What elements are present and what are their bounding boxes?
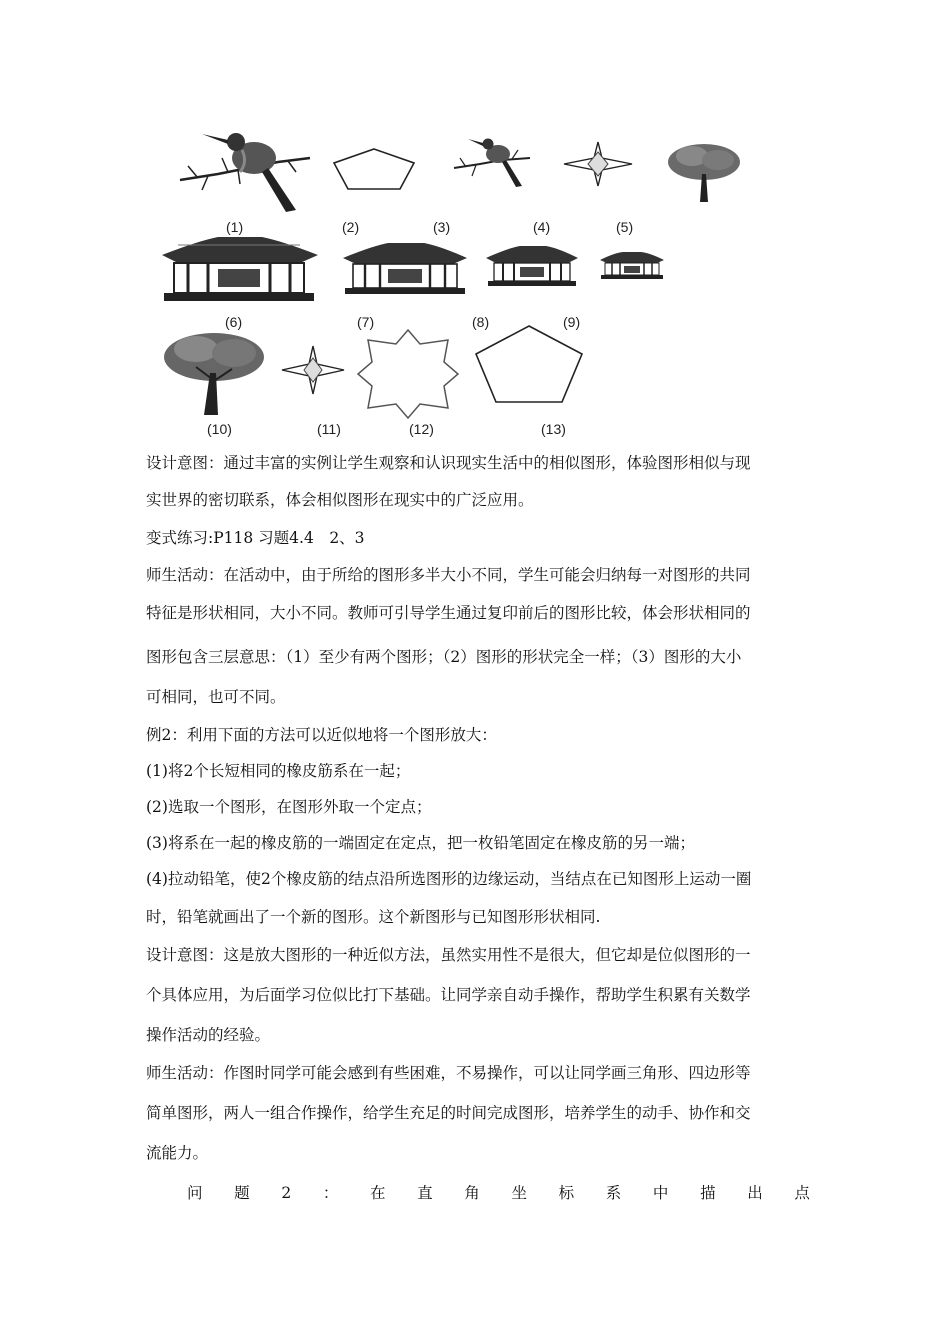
- text-line-2: 实世界的密切联系，体会相似图形在现实中的广泛应用。: [146, 491, 534, 509]
- octagram-image: [356, 328, 460, 420]
- char-7: 角: [464, 1184, 480, 1202]
- caption-13: (13): [541, 421, 566, 437]
- char-14: 点: [794, 1184, 810, 1202]
- bird-large-image: [178, 128, 312, 220]
- star-medium-image: [280, 344, 346, 396]
- pentagon-large-image: [474, 324, 584, 404]
- text-line-15: 个具体应用，为后面学习位似比打下基础。让同学亲自动手操作，帮助学生积累有关数学: [146, 986, 751, 1004]
- char-5: 在: [369, 1184, 386, 1202]
- caption-4: (4): [533, 219, 551, 235]
- caption-3: (3): [433, 219, 451, 235]
- text-line-7: 可相同，也可不同。: [146, 688, 286, 706]
- char-4: ：: [322, 1184, 339, 1202]
- char-6: 直: [417, 1184, 433, 1202]
- text-line-17: 师生活动：作图时同学可能会感到有些困难，不易操作，可以让同学画三角形、四边形等: [146, 1064, 751, 1082]
- char-12: 描: [700, 1184, 716, 1202]
- text-line-19: 流能力。: [146, 1144, 209, 1162]
- text-line-11: (3)将系在一起的橡皮筋的一端固定在定点，把一枚铅笔固定在橡皮筋的另一端；: [146, 834, 695, 852]
- problem-2-line: [187, 1183, 810, 1203]
- caption-7: (7): [357, 314, 375, 330]
- char-11: 中: [652, 1184, 669, 1202]
- text-line-14: 设计意图：这是放大图形的一种近似方法，虽然实用性不是很大，但它却是位似图形的一: [146, 946, 751, 964]
- caption-2: (2): [342, 219, 360, 235]
- caption-9: (9): [563, 314, 581, 330]
- text-line-10: (2)选取一个图形，在图形外取一个定点；: [146, 798, 432, 816]
- pentagon-small-image: [332, 147, 416, 191]
- caption-1: (1): [226, 219, 244, 235]
- char-10: 系: [605, 1184, 622, 1202]
- char-2: 题: [234, 1184, 250, 1202]
- bird-small-image: [452, 134, 532, 190]
- text-line-12: (4)拉动铅笔，使2个橡皮筋的结点沿所选图形的边缘运动，当结点在已知图形上运动一圈: [146, 870, 752, 888]
- caption-8: (8): [472, 314, 490, 330]
- text-line-16: 操作活动的经验。: [146, 1026, 271, 1044]
- caption-10: (10): [207, 421, 232, 437]
- text-line-1: 设计意图：通过丰富的实例让学生观察和认识现实生活中的相似图形，体验图形相似与现: [146, 454, 751, 472]
- house-medium-image: [340, 240, 470, 296]
- star-small-image: [562, 140, 634, 188]
- text-line-6: 图形包含三层意思：（1）至少有两个图形；（2）图形的形状完全一样；（3）图形的大小: [146, 648, 742, 666]
- text-line-4: 师生活动：在活动中，由于所给的图形多半大小不同，学生可能会归纳每一对图形的共同: [146, 566, 751, 584]
- text-line-8: 例2：利用下面的方法可以近似地将一个图形放大：: [146, 726, 497, 744]
- caption-5: (5): [616, 219, 634, 235]
- house-tiny-image: [598, 250, 666, 280]
- caption-6: (6): [225, 314, 243, 330]
- char-13: 出: [747, 1184, 763, 1202]
- tree-large-image: [160, 327, 268, 417]
- char-3: 2: [281, 1184, 292, 1202]
- caption-11: (11): [317, 421, 341, 437]
- caption-12: (12): [409, 421, 434, 437]
- text-line-13: 时，铅笔就画出了一个新的图形。这个新图形与已知图形形状相同.: [146, 908, 601, 926]
- char-8: 坐: [511, 1184, 527, 1202]
- text-line-18: 简单图形，两人一组合作操作，给学生充足的时间完成图形，培养学生的动手、协作和交: [146, 1104, 751, 1122]
- text-line-9: (1)将2个长短相同的橡皮筋系在一起；: [146, 762, 411, 780]
- char-9: 标: [558, 1184, 575, 1202]
- text-line-3: 变式练习:P118 习题4.4 2、3: [146, 529, 365, 547]
- tree-small-image: [664, 140, 744, 204]
- char-1: 问: [187, 1184, 203, 1202]
- house-large-image: [158, 233, 320, 303]
- text-line-5: 特征是形状相同，大小不同。教师可引导学生通过复印前后的图形比较，体会形状相同的: [146, 604, 751, 622]
- house-small-image: [484, 244, 580, 288]
